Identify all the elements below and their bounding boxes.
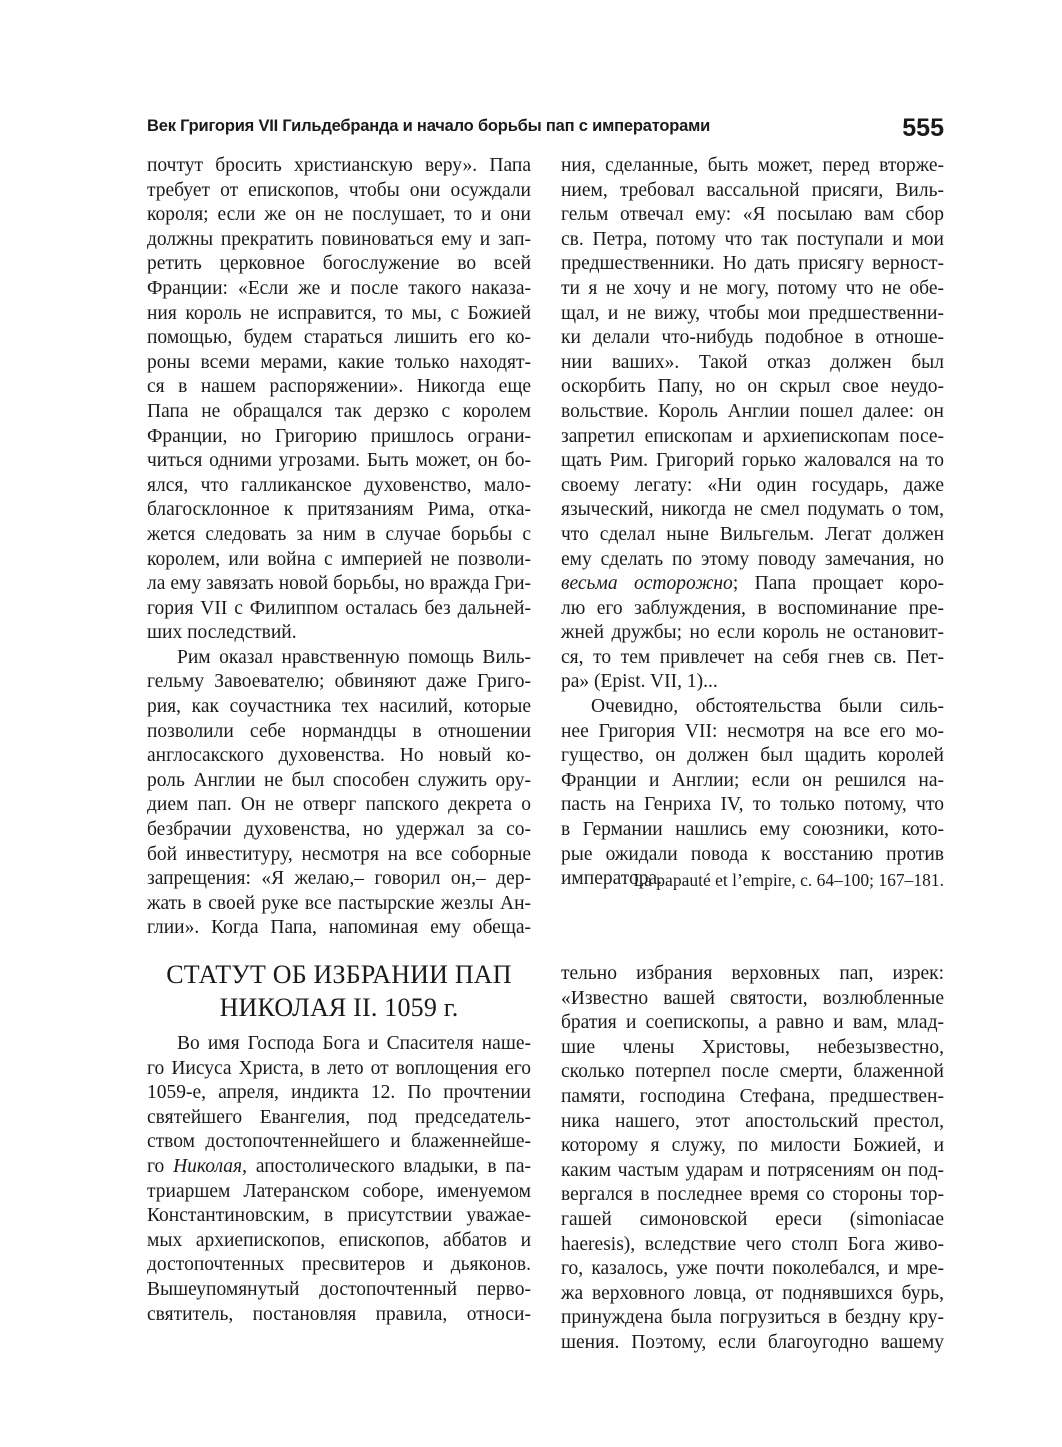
text-line: Папа не обращался так дерзко с королем	[147, 400, 531, 422]
text-line: ла ему завязать новой борьбы, но вражда Гри-	[147, 573, 531, 595]
text-line: Очевидно, обстоятельства были силь-	[591, 696, 944, 718]
text-line: ством достопочтеннейшего и блаженнейше-	[147, 1131, 531, 1153]
text-line: запрещения: «Я желаю,– говорил он,– дер-	[147, 868, 531, 890]
bottom-left-column	[147, 1032, 531, 1327]
text-line: рия, как соучастника тех насилий, которые	[147, 696, 531, 718]
text-line: жать в своей руке все пастырские жезлы Ан-	[147, 892, 531, 914]
top-left-column	[147, 154, 531, 941]
text-line: братия и соепископы, а равно и вам, млад-	[561, 1012, 944, 1034]
text-line: почтут бросить христианскую веру». Папа	[147, 155, 531, 176]
text-line: ния, сделанные, быть может, перед вторже-	[561, 155, 944, 176]
running-title: Век Григория VII Гильдебранда и начало борьбы пап с императорами	[147, 117, 711, 135]
text-line: святитель, постановляя правила, относи-	[147, 1303, 531, 1325]
text-line: ника нашего, этот апостольский престол,	[561, 1110, 944, 1132]
text-line: рые ожидали повода к восстанию против	[561, 843, 944, 865]
text-line: Вышеупомянутый достопочтенный перво-	[147, 1278, 531, 1300]
text-line: ся в нашем распоряжении». Никогда еще	[147, 376, 531, 398]
text-line: Во имя Господа Бога и Спасителя наше-	[177, 1033, 531, 1054]
text-line: гельму Завоевателю; обвиняют даже Григо-	[147, 671, 531, 693]
text-line: 1059-е, апреля, индикта 12. По прочтении	[147, 1082, 531, 1104]
text-line: безбрачии духовенства, но удержал за со-	[147, 819, 531, 841]
text-line: го, казалось, уже почти поколебался, и мре-	[561, 1258, 944, 1280]
text-line: пасть на Генриха IV, то только потому, что	[561, 794, 944, 816]
text-line: каким частым ударам и потрясениям он под-	[561, 1159, 944, 1181]
text-line: ретить церковное богослужение во всей	[147, 253, 531, 275]
text-line: го Иисуса Христа, в лето от воплощения его	[147, 1057, 531, 1079]
text-line: нее Григория VII: несмотря на все его мо-	[561, 720, 944, 742]
text-fragment: ; Папа прощает коро-	[732, 573, 945, 595]
article-title	[147, 958, 531, 1024]
text-line: своему легату: «Ни один государь, даже	[561, 474, 944, 496]
text-line: шения. Поэтому, если благоугодно вашему	[561, 1331, 944, 1353]
text-line: Константиновским, в присутствии уважае-	[147, 1205, 531, 1227]
text-line: вергался в последнее время со стороны тор-	[561, 1184, 944, 1206]
text-line: гашей симоновской ереси (simoniacae	[561, 1208, 944, 1230]
text-line: вольствие. Король Англии пошел далее: он	[561, 400, 944, 422]
text-line: шие члены Христовы, небезызвестно,	[561, 1036, 944, 1058]
text-line: роль Англии не был способен служить ору-	[147, 769, 531, 791]
text-line: «Известно вашей святости, возлюбленные	[561, 987, 944, 1009]
article-title-line: СТАТУТ ОБ ИЗБРАНИИ ПАП	[166, 960, 512, 989]
text-line: ему сделать по этому поводу замечания, но	[561, 548, 944, 570]
text-line: императора.	[561, 868, 663, 890]
article-title-line: НИКОЛАЯ II. 1059 г.	[219, 993, 459, 1022]
text-line: позволили себе нормандцы в отношении	[147, 720, 531, 742]
text-line: Рим оказал нравственную помощь Виль-	[177, 646, 531, 668]
text-line: достопочтенных пресвитеров и дьяконов.	[147, 1254, 531, 1276]
text-line: короля; если же он не послушает, то и они	[147, 204, 531, 226]
text-line: сколько потерпел после смерти, блаженной	[561, 1061, 944, 1083]
text-line: Франции и Англии; если он решился на-	[561, 769, 944, 791]
text-line: щал, и не вижу, чтобы мои предшественни-	[561, 302, 944, 324]
text-line: нии ваших». Такой отказ должен был	[561, 351, 944, 373]
page-number: 555	[902, 114, 944, 142]
text-line: жней дружбы; но если король не остановит-	[561, 622, 944, 644]
text-line: оскорбить Папу, но он скрыл свое неудо-	[561, 376, 944, 398]
text-line: лю его заблуждения, в воспоминание пре-	[561, 597, 944, 619]
text-line: ших последствий.	[147, 622, 297, 644]
text-line: запретил епископам и архиепископам посе-	[561, 425, 944, 447]
text-line: триаршем Латеранском соборе, именуемом	[147, 1180, 531, 1202]
text-line: св. Петра, потому что так поступали и мои	[561, 228, 944, 250]
text-line: ти я не хочу и не могу, потому что не обе-	[561, 277, 944, 299]
text-line: королем, или война с империей не позволи-	[147, 548, 531, 570]
top-right-column	[561, 154, 944, 892]
text-line: роны всеми мерами, какие только находят-	[147, 351, 531, 373]
text-line: которому я служу, по милости Божией, и	[561, 1135, 944, 1157]
text-line: что сделал ныне Вильгельм. Легат должен	[561, 523, 944, 545]
text-line: требует от епископов, чтобы они осуждали	[147, 179, 531, 201]
text-line: помощью, будем стараться лишить его ко-	[147, 327, 531, 349]
text-line: гория VII с Филиппом осталась без дальней-	[147, 597, 531, 619]
text-line: тельно избрания верховных пап, изрек:	[561, 963, 944, 984]
text-line	[561, 572, 944, 597]
text-line: святейшего Евангелия, под председатель-	[147, 1106, 531, 1128]
text-line: ялся, что галликанское духовенство, мало-	[147, 474, 531, 496]
text-line: ки делали что-нибудь подобное в отноше-	[561, 327, 944, 349]
text-line: памяти, господина Стефана, предшествен-	[561, 1085, 944, 1107]
text-line: haeresis), вследствие чего столп Бога живо-	[561, 1233, 944, 1255]
text-fragment: , апостолического владыки, в па-	[242, 1155, 531, 1177]
text-line: в Германии нашлись ему союзники, кото-	[561, 819, 944, 841]
text-line: предшественники. Но дать присягу верност-	[561, 253, 944, 275]
text-line: глии». Когда Папа, напоминая ему обеща-	[147, 917, 531, 939]
text-line: мых архиепископов, епископов, аббатов и	[147, 1229, 531, 1251]
text-line: щать Рим. Григорий горько жаловался на то	[561, 450, 944, 472]
text-line: жа верховного ловца, от поднявшихся бурь,	[561, 1282, 944, 1304]
text-line: нием, требовал вассальной присяги, Виль-	[561, 179, 944, 201]
text-line: принуждена была погрузиться в бездну кру-	[561, 1307, 944, 1329]
text-line: Франции: «Если же и после такого наказа-	[147, 277, 531, 299]
text-line: ся, то тем привлечет на себя гнев св. Пет-	[561, 646, 944, 668]
text-line: Франции, но Григорию пришлось ограни-	[147, 425, 531, 447]
text-line	[147, 1155, 531, 1180]
italic-phrase: весьма осторожно	[561, 573, 733, 595]
text-line: гущество, он должен был щадить королей	[561, 745, 944, 767]
text-line: дием пап. Он не отверг папского декрета о	[147, 794, 531, 816]
text-line: языческий, никогда не смел подумать о том,	[561, 499, 944, 521]
text-line: должны прекратить повиноваться ему и зап-	[147, 228, 531, 250]
text-fragment: го	[147, 1155, 174, 1177]
text-line: читься одними угрозами. Быть может, он бо-	[147, 450, 531, 472]
text-line: ния король не исправится, то мы, с Божией	[147, 302, 531, 324]
italic-name: Николая	[173, 1155, 243, 1177]
source-reference: La papauté et l’empire, c. 64–100; 167–181.	[633, 870, 944, 890]
text-line: ра» (Epist. VII, 1)...	[561, 671, 718, 693]
text-line: бой инвеституру, несмотря на все соборные	[147, 843, 531, 865]
text-line: англосакского духовенства. Но новый ко-	[147, 745, 531, 767]
bottom-right-column	[561, 962, 944, 1356]
text-line: гельм отвечал ему: «Я посылаю вам сбор	[561, 204, 944, 226]
text-line: благосклонное к притязаниям Рима, отка-	[147, 499, 531, 521]
text-line: жется следовать за ним в случае борьбы с	[147, 523, 531, 545]
